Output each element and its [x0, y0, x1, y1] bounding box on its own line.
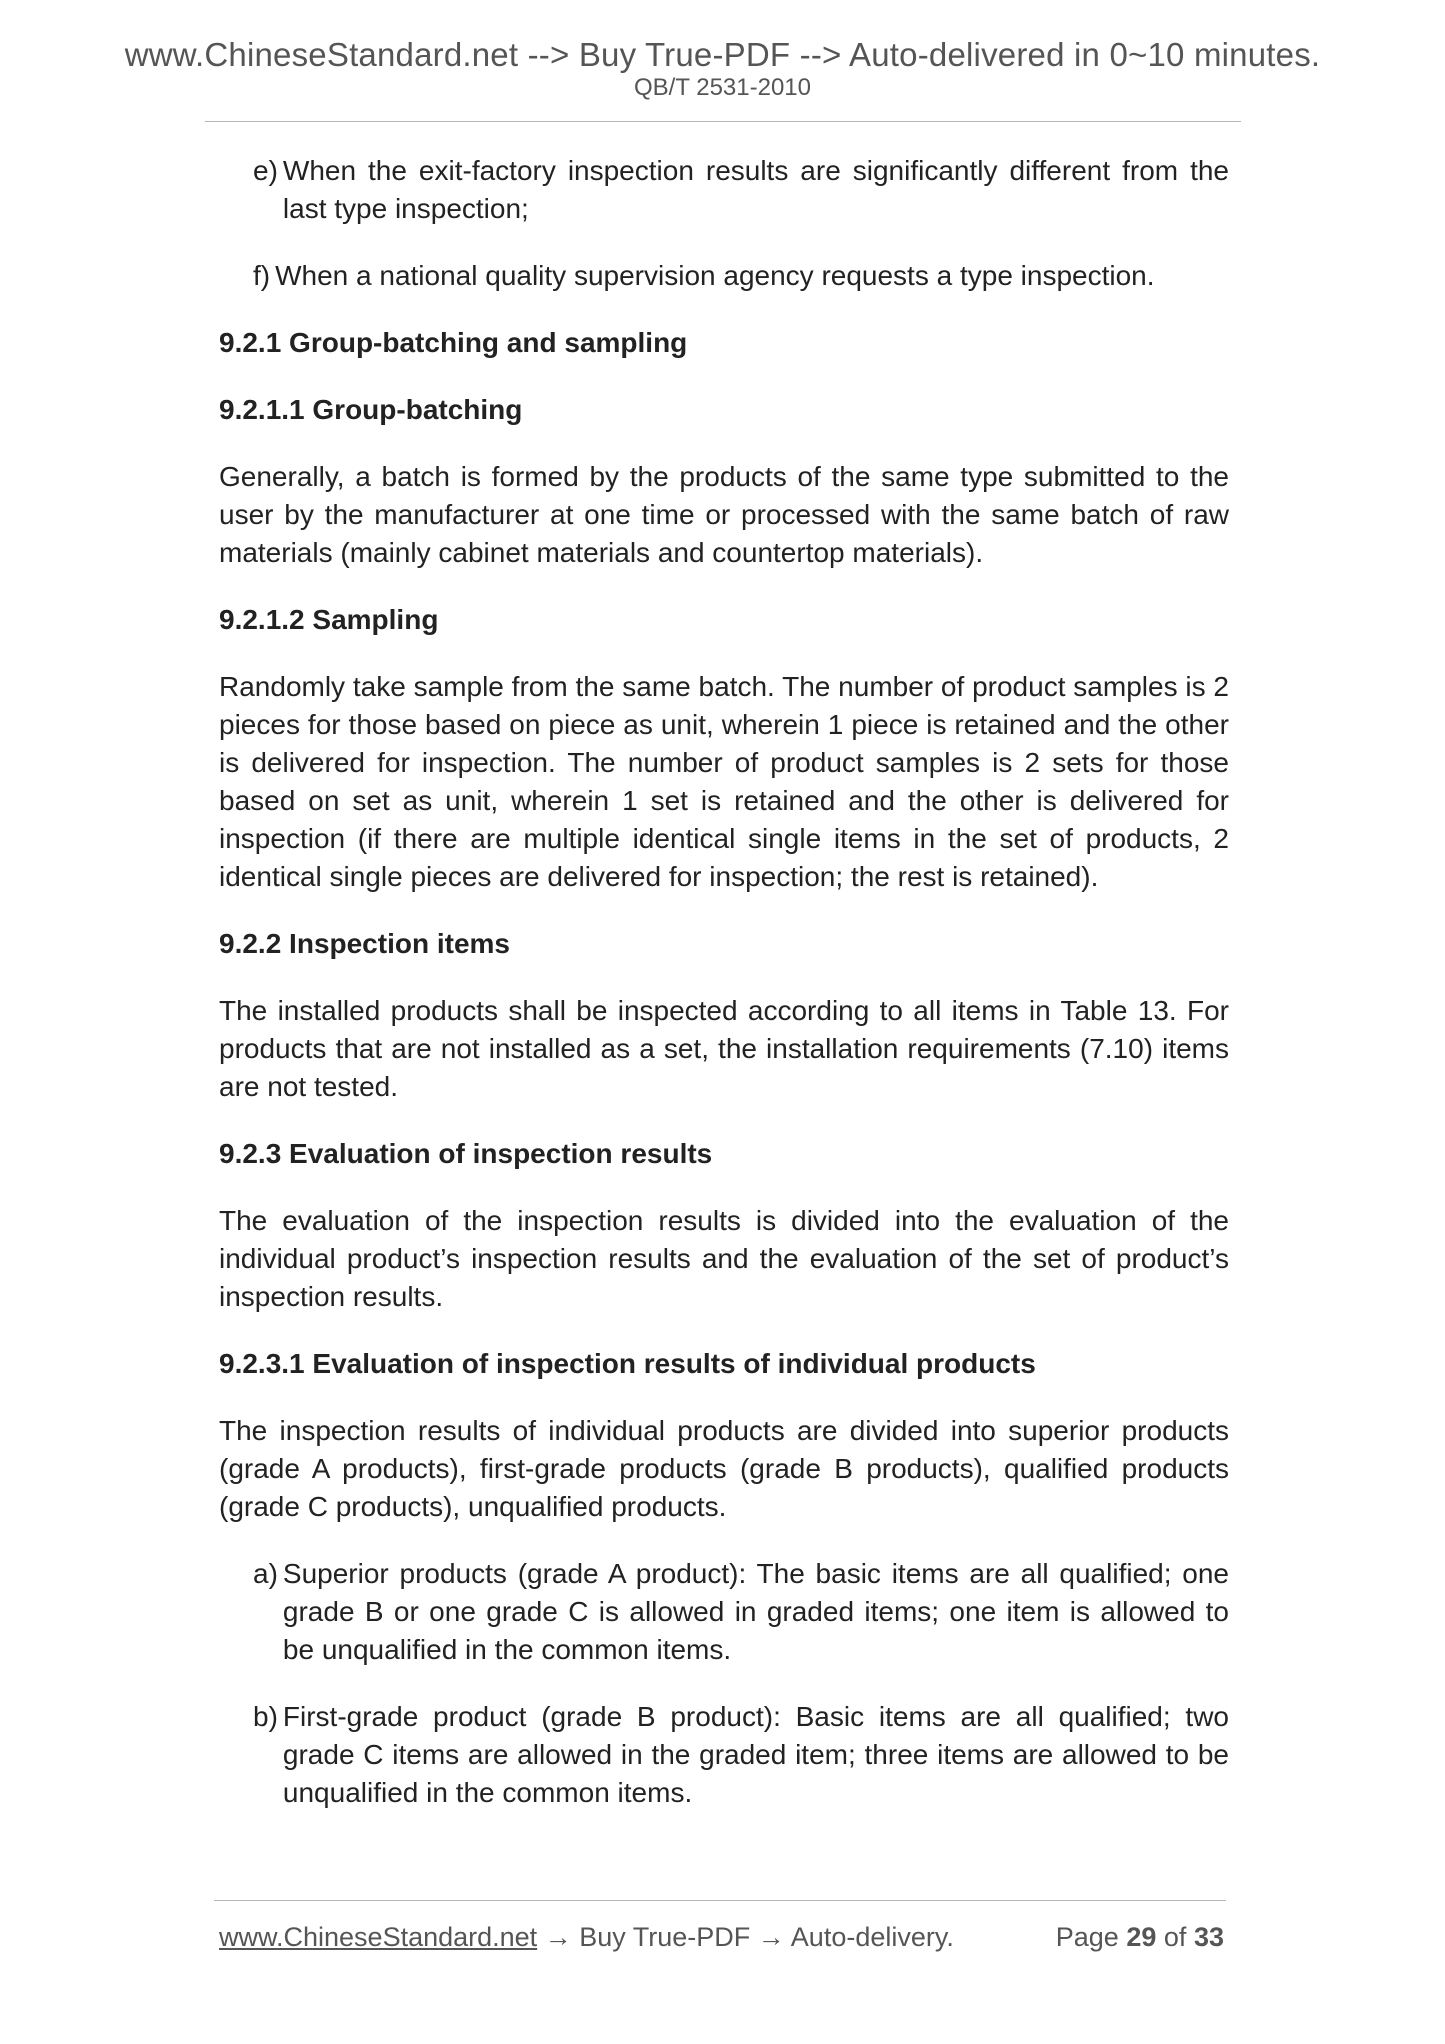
paragraph-individual-products: The inspection results of individual products are divided into superior products (grade A products), first-grade products (grade B products), qualified products (grade C products), unqualified products.	[219, 1415, 1229, 1522]
footer-divider	[214, 1900, 1226, 1901]
standard-code: QB/T 2531-2010	[633, 74, 811, 101]
document-body	[219, 152, 1229, 1841]
list-marker: b)	[253, 1701, 278, 1732]
heading-9-2-1-1: 9.2.1.1 Group-batching	[219, 394, 523, 425]
list-item-b	[219, 1698, 1229, 1812]
page-number: 29	[1126, 1922, 1157, 1952]
list-text: Superior products (grade A product): The basic items are all qualified; one grade B or one grade C is allowed in graded items; one item is allowed to be unqualified in the common items.	[282, 1558, 1229, 1665]
paragraph-evaluation: The evaluation of the inspection results is divided into the evaluation of the individual product’s inspection results and the evaluation of the set of product’s inspection results.	[219, 1205, 1229, 1312]
list-marker: e)	[253, 155, 278, 186]
list-text: When a national quality supervision agency requests a type inspection.	[275, 260, 1155, 291]
page-indicator	[1056, 1919, 1224, 1955]
list-item-a	[219, 1555, 1229, 1669]
site-banner: www.ChineseStandard.net --> Buy True-PDF --> Auto-delivered in 0~10 minutes.	[124, 36, 1321, 73]
buy-text: Buy True-PDF	[579, 1922, 751, 1952]
list-item-e	[219, 152, 1229, 228]
paragraph-group-batching: Generally, a batch is formed by the products of the same type submitted to the user by the manufacturer at one time or processed with the same batch of raw materials (mainly cabinet materials and countertop materials).	[219, 461, 1229, 568]
list-marker: f)	[253, 260, 271, 291]
heading-9-2-1-2: 9.2.1.2 Sampling	[219, 604, 439, 635]
header-divider	[205, 121, 1241, 122]
site-link[interactable]: www.ChineseStandard.net	[219, 1922, 538, 1952]
heading-9-2-3-1: 9.2.3.1 Evaluation of inspection results of individual products	[219, 1348, 1036, 1379]
heading-9-2-2: 9.2.2 Inspection items	[219, 928, 510, 959]
paragraph-sampling: Randomly take sample from the same batch. The number of product samples is 2 pieces for those based on piece as unit, wherein 1 piece is retained and the other is delivered for inspection. The number of product samples is 2 sets for those based on set as unit, wherein 1 set is retained and the other is delivered for inspection (if there are multiple identical single items in the set of products, 2 identical single pieces are delivered for inspection; the rest is retained).	[219, 671, 1229, 892]
page-label: Page	[1055, 1922, 1119, 1952]
arrow-right-icon: →	[544, 1922, 572, 1952]
delivery-text: Auto-delivery.	[790, 1922, 954, 1952]
list-text: When the exit-factory inspection results are significantly different from the last type inspection;	[282, 155, 1229, 224]
heading-9-2-1: 9.2.1 Group-batching and sampling	[219, 327, 688, 358]
footer-promo	[219, 1919, 954, 1955]
list-text: First-grade product (grade B product): Basic items are all qualified; two grade C items are allowed in the graded item; three items are allowed to be unqualified in the common items.	[282, 1701, 1229, 1808]
list-item-f	[219, 257, 1229, 295]
heading-9-2-3: 9.2.3 Evaluation of inspection results	[219, 1138, 713, 1169]
page-footer	[219, 1919, 1224, 1955]
of-label: of	[1163, 1922, 1187, 1952]
arrow-right-icon: →	[757, 1922, 785, 1952]
page-total: 33	[1193, 1922, 1224, 1952]
list-marker: a)	[253, 1558, 278, 1589]
paragraph-inspection-items: The installed products shall be inspected according to all items in Table 13. For products that are not installed as a set, the installation requirements (7.10) items are not tested.	[219, 995, 1229, 1102]
